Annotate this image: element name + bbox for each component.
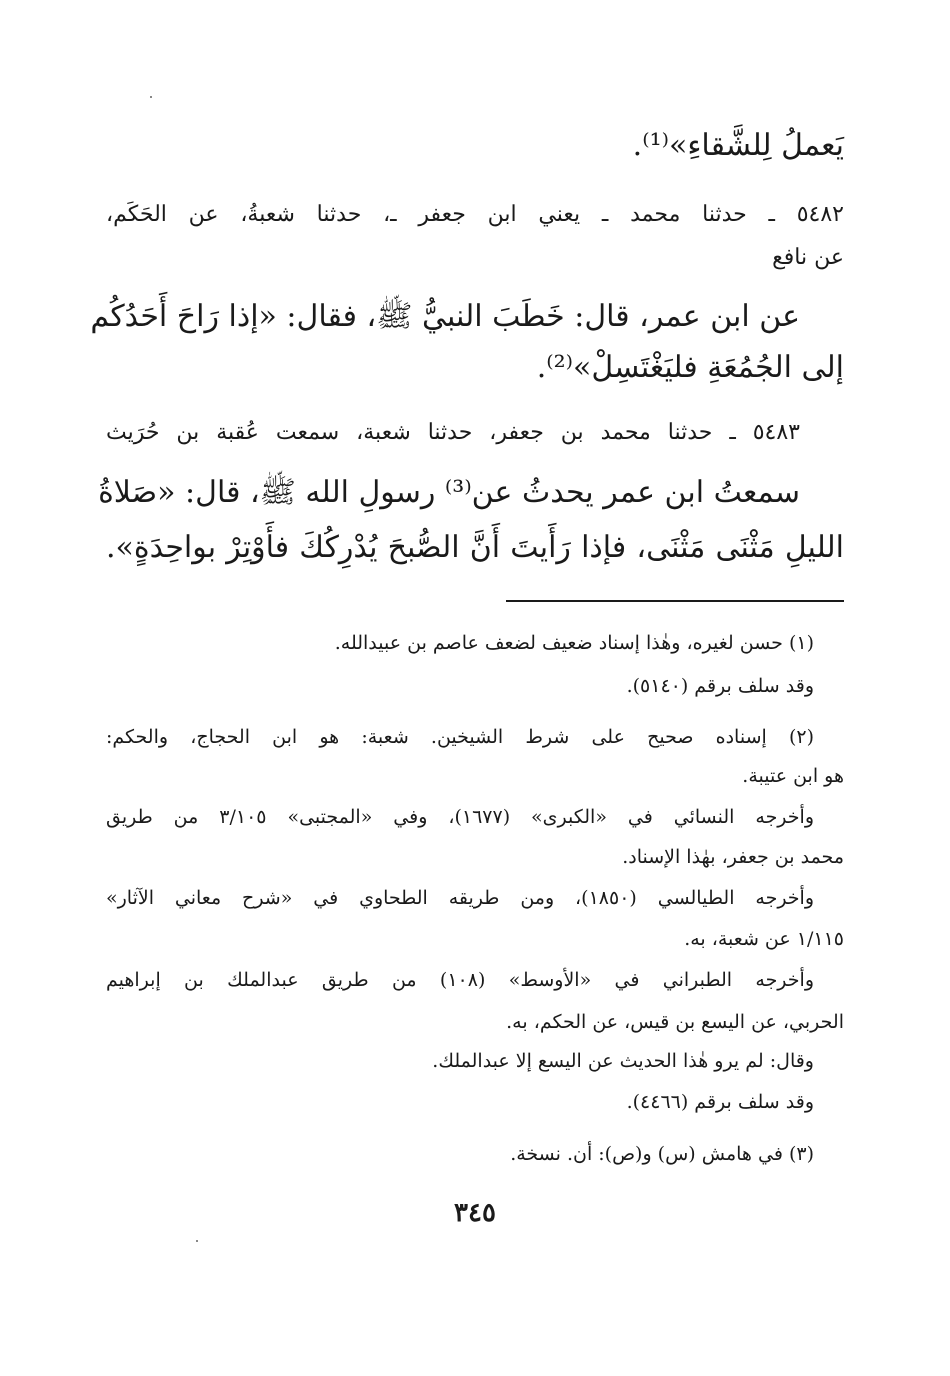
continuation-line: يَعملُ لِلشَّقاءِ»⁽¹⁾.	[632, 128, 844, 163]
scan-speck	[150, 96, 152, 98]
hadith-5482-isnad-line: عن نافع	[772, 245, 844, 270]
footnote-2-line: وقد سلف برقم (٤٤٦٦).	[626, 1091, 814, 1113]
scan-speck	[196, 1240, 198, 1242]
footnote-separator	[506, 600, 844, 602]
footnote-1-line: (١) حسن لغيره، وهٰذا إسناد ضعيف لضعف عاصم بن عبيدالله.	[334, 632, 814, 654]
hadith-5482-matn-line: عن ابن عمر، قال: خَطَبَ النبيُّ ﷺ، فقال: «إذا رَاحَ أَحَدُكُم	[90, 299, 800, 334]
footnote-2-line: وقال: لم يرو هٰذا الحديث عن اليسع إلا عبدالملك.	[432, 1050, 814, 1072]
footnote-1-line: وقد سلف برقم (٥١٤٠).	[626, 675, 814, 697]
page-number: ٣٤٥	[454, 1198, 496, 1228]
hadith-5482-isnad-line: ٥٤٨٢ ـ حدثنا محمد ـ يعني ابن جعفر ـ، حدثنا شعبةُ، عن الحَكَم،	[106, 202, 844, 227]
hadith-5483-matn-line: سمعتُ ابن عمر يحدثُ عن⁽³⁾ رسولِ الله ﷺ، قال: «صَلاةُ	[98, 475, 800, 510]
footnote-3-line: (٣) في هامش (س) و(ص): أن. نسخة.	[510, 1143, 814, 1165]
footnote-2-line: هو ابن عتيبة.	[742, 765, 844, 787]
hadith-5483-matn-line: الليلِ مَثْنَى مَثْنَى، فإذا رَأَيتَ أَنَّ الصُّبحَ يُدْرِكُكَ فأَوْتِرْ بواحِدَةٍ».	[106, 530, 844, 565]
footnote-2-line: وأخرجه الطبراني في «الأوسط» (١٠٨) من طريق عبدالملك بن إبراهيم	[106, 969, 814, 991]
footnote-2-line: ١/١١٥ عن شعبة، به.	[684, 928, 844, 950]
footnote-2-line: (٢) إسناده صحيح على شرط الشيخين. شعبة: هو ابن الحجاج، والحكم:	[106, 726, 814, 748]
hadith-5483-isnad-line: ٥٤٨٣ ـ حدثنا محمد بن جعفر، حدثنا شعبة، سمعت عُقبة بن حُرَيث	[106, 420, 800, 445]
footnote-2-line: وأخرجه الطيالسي (١٨٥٠)، ومن طريقه الطحاوي في «شرح معاني الآثار»	[106, 887, 815, 909]
footnote-2-line: الحربي، عن اليسع بن قيس، عن الحكم، به.	[506, 1011, 844, 1033]
hadith-5482-matn-line: إلى الجُمُعَةِ فليَغْتَسِلْ»⁽²⁾.	[536, 350, 844, 385]
footnote-2-line: محمد بن جعفر، بهٰذا الإسناد.	[622, 846, 844, 868]
footnote-2-line: وأخرجه النسائي في «الكبرى» (١٦٧٧)، وفي «المجتبى» ٣/١٠٥ من طريق	[106, 806, 814, 828]
